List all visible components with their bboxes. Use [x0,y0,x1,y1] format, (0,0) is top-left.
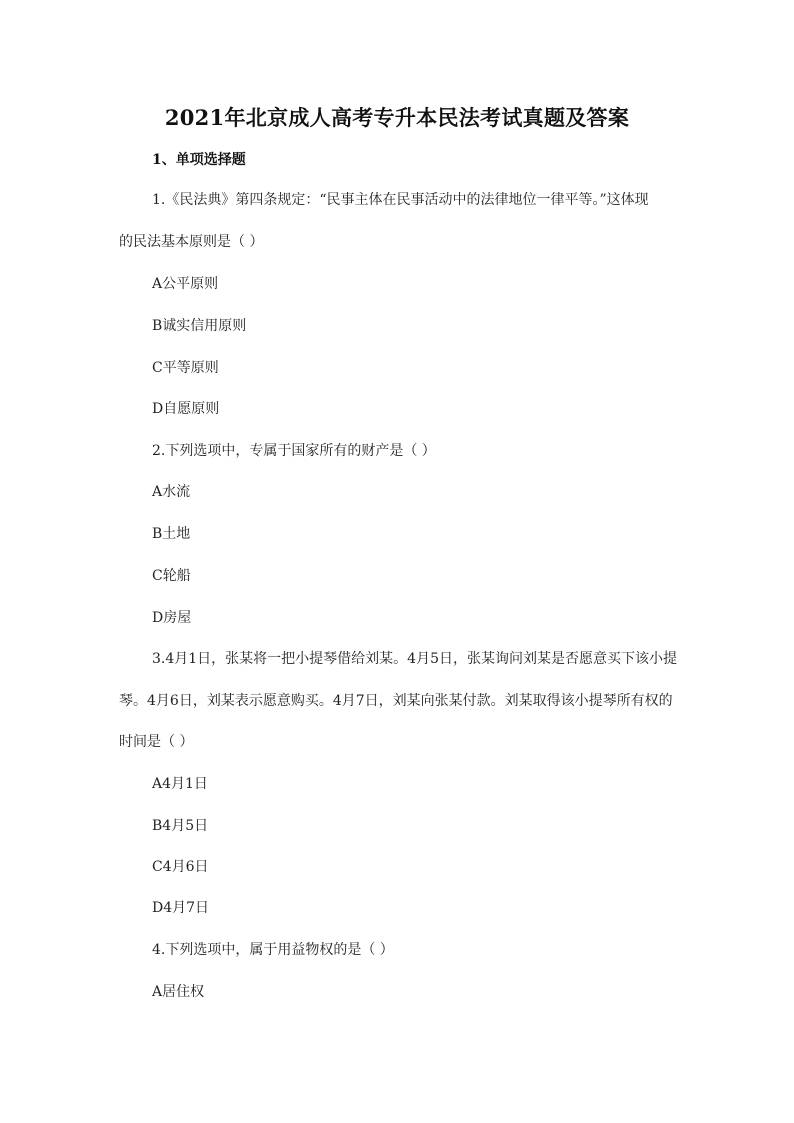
question-1-option-a: A公平原则 [152,276,219,292]
question-1-option-d: D自愿原则 [152,401,220,417]
question-1-text-line-2: 的民法基本原则是（ ） [119,234,264,250]
question-4-option-a: A居住权 [152,984,205,1000]
question-3-text-line-1: 3.4月1日，张某将一把小提琴借给刘某。4月5日，张某询问刘某是否愿意买下该小提 [152,651,677,667]
question-3-option-a: A4月1日 [152,776,208,792]
question-1-text-line-1: 1.《民法典》第四条规定：“民事主体在民事活动中的法律地位一律平等。”这体现 [152,192,649,208]
question-3-option-b: B4月5日 [152,818,209,834]
question-3-option-d: D4月7日 [152,900,210,916]
question-1-option-b: B诚实信用原则 [152,318,247,334]
question-2-option-a: A水流 [152,484,191,500]
question-2-option-c: C轮船 [152,568,191,584]
question-3-text-line-3: 时间是（ ） [119,734,194,750]
question-3-option-c: C4月6日 [152,859,209,875]
question-2-option-b: B土地 [152,526,191,542]
page-title: 2021年北京成人高考专升本民法考试真题及答案 [164,105,630,130]
question-4-text-line-1: 4.下列选项中，属于用益物权的是（ ） [152,942,394,958]
question-1-option-c: C平等原则 [152,360,219,376]
question-2-text-line-1: 2.下列选项中，专属于国家所有的财产是（ ） [152,443,436,459]
question-3-text-line-2: 琴。4月6日，刘某表示愿意购买。4月7日，刘某向张某付款。刘某取得该小提琴所有权的 [119,693,673,709]
question-2-option-d: D房屋 [152,610,192,626]
section-heading: 1、单项选择题 [152,152,246,168]
